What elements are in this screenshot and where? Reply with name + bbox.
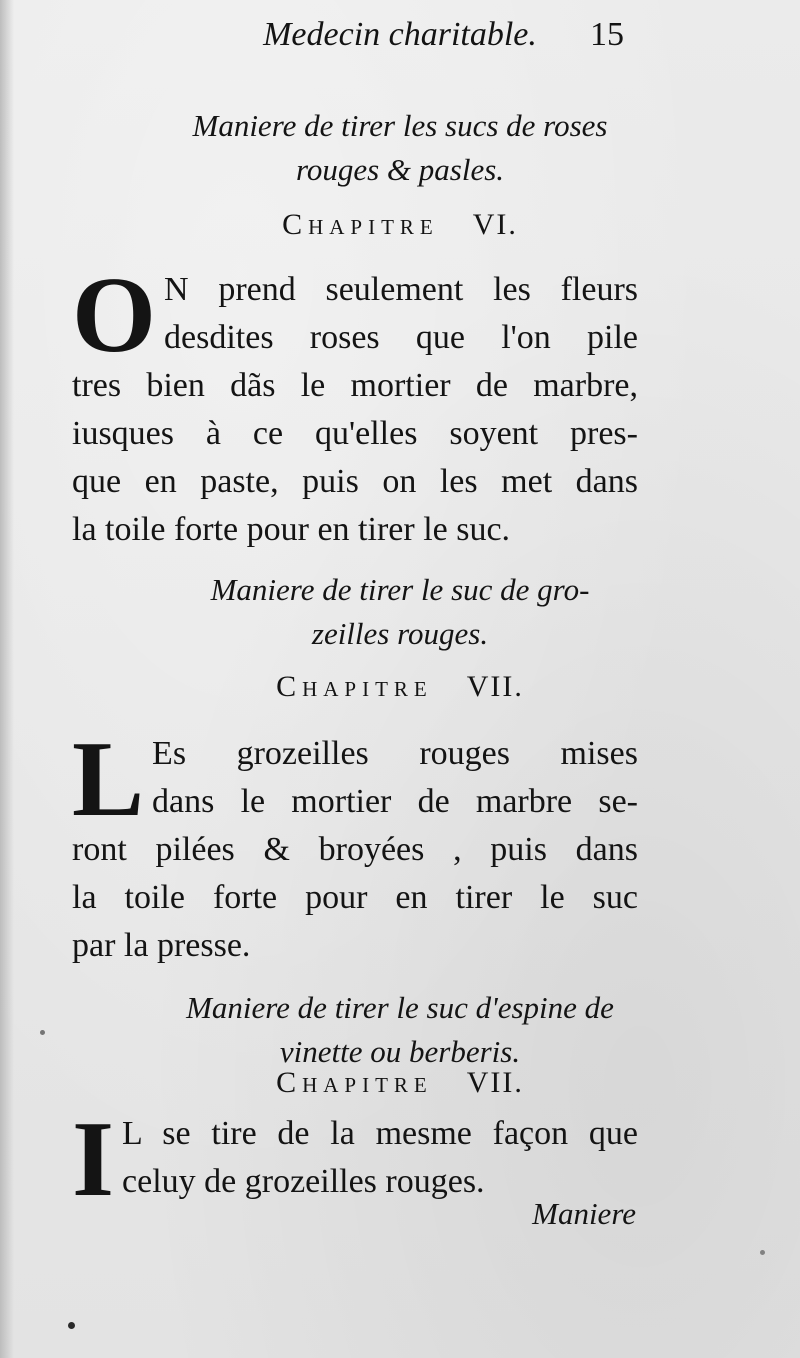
- text-line: Es grozeilles rouges mises: [152, 735, 638, 772]
- section-heading: [0, 986, 800, 1074]
- text-line: L se tire de la mesme façon que: [122, 1115, 638, 1152]
- running-head: Medecin charitable.: [263, 16, 537, 53]
- drop-cap: O: [72, 256, 157, 375]
- section-heading: [0, 568, 800, 656]
- text-line: celuy de grozeilles rouges.: [122, 1163, 485, 1200]
- text-line: par la presse.: [72, 927, 251, 964]
- text-line: que en paste, puis on les met dans: [72, 463, 638, 500]
- text-line: N prend seulement les fleurs: [164, 271, 638, 308]
- chapter-label: Chapitre: [276, 670, 433, 703]
- text-line: dans le mortier de marbre se-: [152, 783, 638, 820]
- text-line: tres bien dãs le mortier de marbre,: [72, 367, 638, 404]
- chapter-number: VII.: [466, 670, 524, 703]
- ink-speck: [68, 1322, 75, 1329]
- chapter-label: Chapitre: [276, 1066, 433, 1099]
- page-number: 15: [590, 16, 624, 53]
- heading-line: vinette ou berberis.: [279, 1034, 521, 1069]
- text-line: ront pilées & broyées , puis dans: [72, 831, 638, 868]
- chapter-heading: [0, 208, 800, 242]
- heading-line: zeilles rouges.: [311, 616, 489, 651]
- section-heading: [0, 104, 800, 192]
- chapter-label: Chapitre: [282, 208, 439, 241]
- text-line: desdites roses que l'on pile: [164, 319, 638, 356]
- chapter-text: [72, 256, 638, 554]
- text-line: la toile forte pour en tirer le suc: [72, 879, 638, 916]
- drop-cap: I: [72, 1100, 115, 1219]
- heading-line: Maniere de tirer le suc d'espine de: [186, 990, 614, 1025]
- heading-line: rouges & pasles.: [295, 152, 505, 187]
- chapter-number: VII.: [466, 1066, 524, 1099]
- chapter-heading: [0, 670, 800, 704]
- ink-speck: [760, 1250, 765, 1255]
- chapter-text: [72, 720, 638, 970]
- catchword: Maniere: [532, 1196, 636, 1231]
- chapter-number: VI.: [472, 208, 518, 241]
- heading-line: Maniere de tirer le suc de gro-: [210, 572, 590, 607]
- drop-cap: L: [72, 720, 145, 839]
- text-line: iusques à ce qu'elles soyent pres-: [72, 415, 638, 452]
- chapter-heading: [0, 1066, 800, 1100]
- ink-speck: [40, 1030, 45, 1035]
- heading-line: Maniere de tirer les sucs de roses: [192, 108, 608, 143]
- text-line: la toile forte pour en tirer le suc.: [72, 511, 511, 548]
